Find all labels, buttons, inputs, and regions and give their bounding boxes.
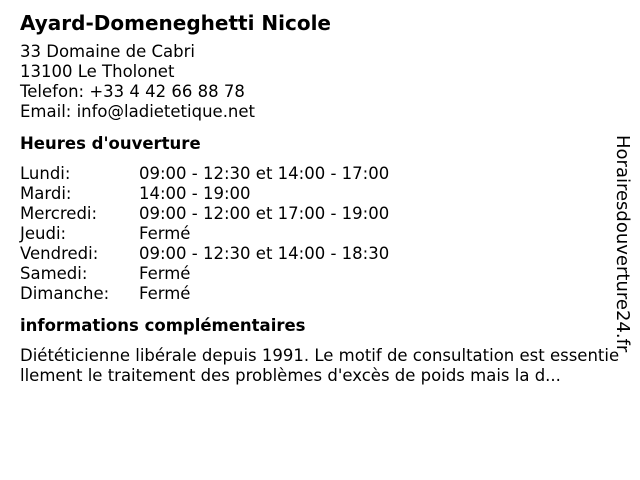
day-hours: Fermé: [139, 224, 191, 243]
site-watermark: Horairesdouverture24.fr: [612, 135, 633, 353]
day-hours: Fermé: [139, 264, 191, 283]
hours-row-sunday: [20, 284, 620, 304]
address-block: [20, 42, 620, 122]
day-hours: 09:00 - 12:30 et 14:00 - 18:30: [139, 244, 390, 263]
hours-row-tuesday: [20, 184, 620, 204]
business-card: [20, 10, 620, 386]
day-label: Mercredi:: [20, 204, 98, 223]
hours-row-thursday: [20, 224, 620, 244]
day-label: Mardi:: [20, 184, 72, 203]
additional-info-text: Diététicienne libérale depuis 1991. Le motif de consultation est essentiellement le traitement des problèmes d'excès de poids mais la d...: [20, 346, 620, 385]
opening-hours-heading: Heures d'ouverture: [20, 134, 201, 153]
address-street: 33 Domaine de Cabri: [20, 42, 196, 61]
day-label: Lundi:: [20, 164, 71, 183]
day-hours: 09:00 - 12:00 et 17:00 - 19:00: [139, 204, 390, 223]
additional-info-heading: informations complémentaires: [20, 316, 306, 335]
day-label: Dimanche:: [20, 284, 110, 303]
day-label: Samedi:: [20, 264, 88, 283]
day-hours: 09:00 - 12:30 et 14:00 - 17:00: [139, 164, 390, 183]
day-label: Jeudi:: [20, 224, 67, 243]
hours-row-saturday: [20, 264, 620, 284]
day-label: Vendredi:: [20, 244, 99, 263]
business-name: Ayard-Domeneghetti Nicole: [20, 11, 331, 35]
hours-row-monday: [20, 164, 620, 184]
opening-hours-table: [20, 164, 620, 304]
hours-row-friday: [20, 244, 620, 264]
day-hours: Fermé: [139, 284, 191, 303]
email-address: Email: info@ladietetique.net: [20, 102, 256, 121]
address-city: 13100 Le Tholonet: [20, 62, 175, 81]
day-hours: 14:00 - 19:00: [139, 184, 251, 203]
phone-number: Telefon: +33 4 42 66 88 78: [20, 82, 245, 101]
hours-row-wednesday: [20, 204, 620, 224]
